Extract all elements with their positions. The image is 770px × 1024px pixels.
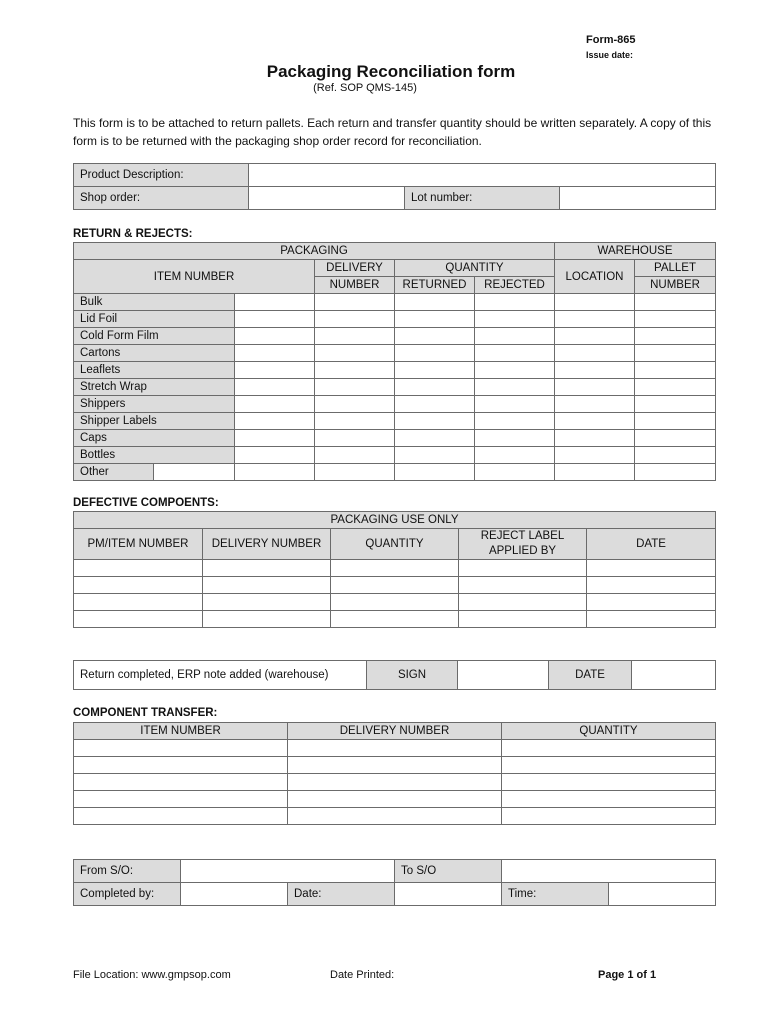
completed-by-label: Completed by: — [74, 883, 181, 906]
location-header: LOCATION — [555, 260, 635, 294]
file-location: File Location: www.gmpsop.com — [73, 969, 231, 981]
return-item-number-field[interactable] — [235, 362, 315, 379]
delivery-header-line1: DELIVERY — [315, 260, 395, 277]
return-delivery-number-field[interactable] — [315, 328, 395, 345]
return-row — [74, 413, 716, 430]
reject-label-header: REJECT LABEL APPLIED BY — [459, 529, 587, 560]
defective-pm-item-number-field[interactable] — [74, 560, 203, 577]
return-row — [74, 294, 716, 311]
defective-delivery-number-field[interactable] — [203, 577, 331, 594]
defective-delivery-number-header: DELIVERY NUMBER — [203, 529, 331, 560]
return-location-field[interactable] — [555, 362, 635, 379]
defective-quantity-field[interactable] — [331, 611, 459, 628]
signoff-time-label: Time: — [502, 883, 609, 906]
return-rejected-qty-field[interactable] — [475, 362, 555, 379]
return-pallet-number-field[interactable] — [635, 328, 716, 345]
defective-quantity-field[interactable] — [331, 577, 459, 594]
defective-pm-item-number-field[interactable] — [74, 611, 203, 628]
transfer-delivery-number-field[interactable] — [288, 808, 502, 825]
return-row — [74, 345, 716, 362]
return-location-field[interactable] — [555, 413, 635, 430]
return-row — [74, 396, 716, 413]
return-delivery-number-field[interactable] — [315, 447, 395, 464]
return-rejected-qty-field[interactable] — [475, 396, 555, 413]
shop-order-field[interactable] — [249, 187, 405, 210]
return-item-number-field[interactable] — [235, 294, 315, 311]
return-returned-qty-field[interactable] — [395, 413, 475, 430]
return-delivery-number-field[interactable] — [315, 345, 395, 362]
from-so-field[interactable] — [181, 860, 395, 883]
return-item-label: Shipper Labels — [74, 413, 235, 430]
transfer-item-number-field[interactable] — [74, 740, 288, 757]
transfer-row — [74, 791, 716, 808]
return-pallet-number-field[interactable] — [635, 379, 716, 396]
product-description-label: Product Description: — [74, 164, 249, 187]
rejected-header: REJECTED — [475, 277, 555, 294]
return-row — [74, 447, 716, 464]
return-pallet-number-field[interactable] — [635, 447, 716, 464]
return-location-field[interactable] — [555, 294, 635, 311]
return-item-number-field[interactable] — [235, 430, 315, 447]
return-row — [74, 362, 716, 379]
from-so-label: From S/O: — [74, 860, 181, 883]
sign-field[interactable] — [458, 661, 549, 690]
return-location-field[interactable] — [555, 464, 635, 481]
signoff-date-field[interactable] — [395, 883, 502, 906]
return-item-number-field[interactable] — [235, 345, 315, 362]
defective-date-field[interactable] — [587, 594, 716, 611]
return-returned-qty-field[interactable] — [395, 345, 475, 362]
component-transfer-title: COMPONENT TRANSFER: — [73, 707, 218, 719]
return-delivery-number-field[interactable] — [315, 294, 395, 311]
intro-text: This form is to be attached to return pallets. Each return and transfer quantity should be written separately. A copy of this form is to be returned with the packaging shop order record for reconciliation. — [73, 116, 712, 148]
defective-row — [74, 611, 716, 628]
return-location-field[interactable] — [555, 328, 635, 345]
return-pallet-number-field[interactable] — [635, 430, 716, 447]
return-pallet-number-field[interactable] — [635, 294, 716, 311]
return-item-label: Bottles — [74, 447, 235, 464]
pm-item-number-header: PM/ITEM NUMBER — [74, 529, 203, 560]
transfer-quantity-field[interactable] — [502, 774, 716, 791]
defective-table — [73, 511, 716, 628]
warehouse-header: WAREHOUSE — [555, 243, 716, 260]
return-item-number-field[interactable] — [235, 379, 315, 396]
form-number: Form-865 — [586, 34, 636, 46]
return-returned-qty-field[interactable] — [395, 328, 475, 345]
return-pallet-number-field[interactable] — [635, 413, 716, 430]
transfer-item-number-field[interactable] — [74, 774, 288, 791]
quantity-header: QUANTITY — [395, 260, 555, 277]
defective-row — [74, 577, 716, 594]
return-item-other-field[interactable] — [154, 464, 235, 481]
defective-row — [74, 594, 716, 611]
defective-delivery-number-field[interactable] — [203, 594, 331, 611]
sign-label: SIGN — [367, 661, 458, 690]
return-rejected-qty-field[interactable] — [475, 430, 555, 447]
transfer-row — [74, 808, 716, 825]
return-location-field[interactable] — [555, 447, 635, 464]
signoff-table — [73, 859, 716, 906]
return-item-number-field[interactable] — [235, 447, 315, 464]
return-date-label: DATE — [549, 661, 632, 690]
return-item-number-field[interactable] — [235, 311, 315, 328]
return-completed-table — [73, 660, 716, 690]
transfer-item-number-field[interactable] — [74, 791, 288, 808]
return-item-number-field[interactable] — [235, 396, 315, 413]
defective-components-title: DEFECTIVE COMPOENTS: — [73, 497, 219, 509]
return-rejects-title: RETURN & REJECTS: — [73, 228, 193, 240]
product-description-field[interactable] — [249, 164, 716, 187]
return-item-label: Other — [74, 464, 154, 481]
return-returned-qty-field[interactable] — [395, 447, 475, 464]
defective-row — [74, 560, 716, 577]
defective-quantity-header: QUANTITY — [331, 529, 459, 560]
return-rejected-qty-field[interactable] — [475, 311, 555, 328]
transfer-item-number-field[interactable] — [74, 808, 288, 825]
return-item-label: Bulk — [74, 294, 235, 311]
transfer-delivery-number-field[interactable] — [288, 757, 502, 774]
transfer-row — [74, 774, 716, 791]
return-item-number-field[interactable] — [235, 464, 315, 481]
defective-quantity-field[interactable] — [331, 594, 459, 611]
completed-by-field[interactable] — [181, 883, 288, 906]
defective-reject-label-field[interactable] — [459, 611, 587, 628]
return-item-label: Cold Form Film — [74, 328, 235, 345]
return-row — [74, 379, 716, 396]
pallet-header-line2: NUMBER — [635, 277, 716, 294]
transfer-item-number-field[interactable] — [74, 757, 288, 774]
to-so-label: To S/O — [395, 860, 502, 883]
return-pallet-number-field[interactable] — [635, 464, 716, 481]
return-delivery-number-field[interactable] — [315, 362, 395, 379]
return-item-number-field[interactable] — [235, 328, 315, 345]
pallet-header-line1: PALLET — [635, 260, 716, 277]
return-delivery-number-field[interactable] — [315, 413, 395, 430]
to-so-field[interactable] — [502, 860, 716, 883]
defective-reject-label-field[interactable] — [459, 577, 587, 594]
transfer-quantity-field[interactable] — [502, 791, 716, 808]
sop-reference: (Ref. SOP QMS-145) — [313, 82, 417, 94]
date-printed-label: Date Printed: — [330, 969, 395, 981]
return-location-field[interactable] — [555, 379, 635, 396]
return-location-field[interactable] — [555, 396, 635, 413]
return-delivery-number-field[interactable] — [315, 396, 395, 413]
defective-delivery-number-field[interactable] — [203, 611, 331, 628]
return-row — [74, 328, 716, 345]
product-table — [73, 163, 716, 210]
lot-number-label: Lot number: — [405, 187, 560, 210]
transfer-delivery-number-field[interactable] — [288, 740, 502, 757]
return-row — [74, 464, 716, 481]
defective-date-header: DATE — [587, 529, 716, 560]
defective-quantity-field[interactable] — [331, 560, 459, 577]
form-title: Packaging Reconciliation form — [266, 62, 516, 81]
return-item-label: Leaflets — [74, 362, 235, 379]
return-returned-qty-field[interactable] — [395, 396, 475, 413]
defective-reject-label-field[interactable] — [459, 594, 587, 611]
return-rejected-qty-field[interactable] — [475, 413, 555, 430]
transfer-delivery-number-field[interactable] — [288, 791, 502, 808]
return-row — [74, 430, 716, 447]
return-item-label: Shippers — [74, 396, 235, 413]
return-pallet-number-field[interactable] — [635, 396, 716, 413]
return-item-number-field[interactable] — [235, 413, 315, 430]
signoff-time-field[interactable] — [609, 883, 716, 906]
return-item-label: Lid Foil — [74, 311, 235, 328]
transfer-delivery-number-field[interactable] — [288, 774, 502, 791]
return-pallet-number-field[interactable] — [635, 345, 716, 362]
return-delivery-number-field[interactable] — [315, 430, 395, 447]
return-returned-qty-field[interactable] — [395, 311, 475, 328]
defective-pm-item-number-field[interactable] — [74, 594, 203, 611]
return-pallet-number-field[interactable] — [635, 311, 716, 328]
page-number: Page 1 of 1 — [598, 969, 657, 981]
transfer-row — [74, 740, 716, 757]
return-delivery-number-field[interactable] — [315, 464, 395, 481]
return-returned-qty-field[interactable] — [395, 464, 475, 481]
transfer-item-number-header: ITEM NUMBER — [74, 723, 288, 740]
shop-order-label: Shop order: — [74, 187, 249, 210]
return-rejected-qty-field[interactable] — [475, 328, 555, 345]
return-returned-qty-field[interactable] — [395, 362, 475, 379]
return-location-field[interactable] — [555, 345, 635, 362]
returned-header: RETURNED — [395, 277, 475, 294]
defective-pm-item-number-field[interactable] — [74, 577, 203, 594]
transfer-delivery-number-header: DELIVERY NUMBER — [288, 723, 502, 740]
return-delivery-number-field[interactable] — [315, 379, 395, 396]
return-row — [74, 311, 716, 328]
return-returned-qty-field[interactable] — [395, 379, 475, 396]
return-location-field[interactable] — [555, 430, 635, 447]
return-rejected-qty-field[interactable] — [475, 345, 555, 362]
signoff-date-label: Date: — [288, 883, 395, 906]
return-rejected-qty-field[interactable] — [475, 294, 555, 311]
return-delivery-number-field[interactable] — [315, 311, 395, 328]
returns-table — [73, 242, 716, 481]
return-item-label: Caps — [74, 430, 235, 447]
return-item-label: Cartons — [74, 345, 235, 362]
return-item-label: Stretch Wrap — [74, 379, 235, 396]
item-number-header: ITEM NUMBER — [74, 260, 315, 294]
return-location-field[interactable] — [555, 311, 635, 328]
transfer-quantity-field[interactable] — [502, 740, 716, 757]
return-pallet-number-field[interactable] — [635, 362, 716, 379]
return-rejected-qty-field[interactable] — [475, 464, 555, 481]
transfer-quantity-field[interactable] — [502, 808, 716, 825]
defective-date-field[interactable] — [587, 560, 716, 577]
transfer-table — [73, 722, 716, 825]
return-returned-qty-field[interactable] — [395, 430, 475, 447]
return-completed-label: Return completed, ERP note added (warehouse) — [74, 661, 367, 690]
transfer-quantity-header: QUANTITY — [502, 723, 716, 740]
transfer-quantity-field[interactable] — [502, 757, 716, 774]
transfer-row — [74, 757, 716, 774]
return-date-field[interactable] — [632, 661, 716, 690]
return-rejected-qty-field[interactable] — [475, 447, 555, 464]
defective-date-field[interactable] — [587, 577, 716, 594]
defective-delivery-number-field[interactable] — [203, 560, 331, 577]
defective-reject-label-field[interactable] — [459, 560, 587, 577]
delivery-header-line2: NUMBER — [315, 277, 395, 294]
packaging-use-only-header: PACKAGING USE ONLY — [74, 512, 716, 529]
return-rejected-qty-field[interactable] — [475, 379, 555, 396]
defective-date-field[interactable] — [587, 611, 716, 628]
return-returned-qty-field[interactable] — [395, 294, 475, 311]
packaging-header: PACKAGING — [74, 243, 555, 260]
issue-date-label: Issue date: — [586, 50, 634, 60]
lot-number-field[interactable] — [560, 187, 716, 210]
